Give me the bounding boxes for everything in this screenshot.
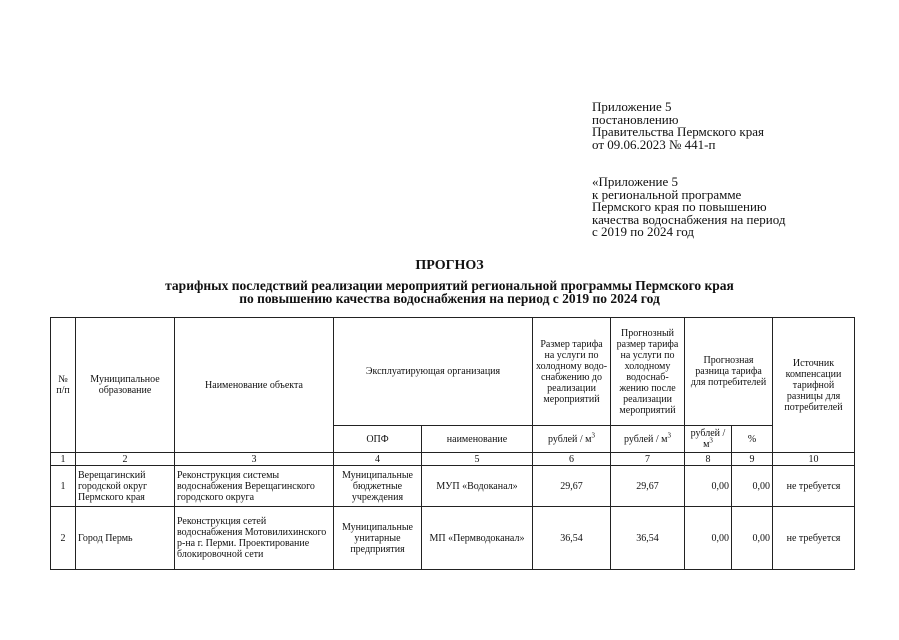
header-operator-name: наименование bbox=[422, 426, 533, 453]
appendix-line: от 09.06.2023 № 441-п bbox=[592, 136, 716, 152]
document-subtitle-line-2: по повышению качества водоснабжения на период с 2019 по 2024 год bbox=[239, 291, 660, 306]
unit-superscript: 3 bbox=[667, 431, 671, 440]
appendix-line: Правительства Пермского края bbox=[592, 124, 764, 139]
row-diff-rub: 0,00 bbox=[685, 507, 732, 570]
row-org: МП «Пермводоканал» bbox=[422, 507, 533, 570]
header-municipality: Муниципальное образование bbox=[76, 318, 175, 453]
appendix-line: качества водоснабжения на период bbox=[592, 211, 786, 227]
column-number: 9 bbox=[732, 453, 773, 466]
appendix-line: Приложение 5 bbox=[592, 99, 672, 114]
row-source: не требуется bbox=[773, 507, 855, 570]
column-number-row bbox=[51, 453, 855, 466]
unit-label: рублей / м bbox=[548, 433, 592, 445]
appendix-line: «Приложение 5 bbox=[592, 174, 679, 189]
table-row bbox=[51, 466, 855, 507]
header-operator: Эксплуатирующая организация bbox=[334, 318, 533, 426]
row-opf: Муниципальные унитарные предприятия bbox=[334, 507, 422, 570]
appendix-line: постановлению bbox=[592, 111, 679, 127]
row-diff-pct: 0,00 bbox=[732, 466, 773, 507]
appendix-line: Пермского края по повышению bbox=[592, 199, 767, 214]
row-opf: Муниципальные бюджетные учреждения bbox=[334, 466, 422, 507]
column-number: 4 bbox=[334, 453, 422, 466]
unit-label: рублей / м bbox=[624, 433, 668, 445]
header-unit-before bbox=[533, 426, 611, 453]
row-num: 2 bbox=[51, 507, 76, 570]
document-title: ПРОГНОЗ bbox=[415, 258, 484, 273]
unit-superscript: 3 bbox=[591, 431, 595, 440]
appendix-line: к региональной программе bbox=[592, 186, 742, 202]
table-row bbox=[51, 507, 855, 570]
row-org: МУП «Водоканал» bbox=[422, 466, 533, 507]
tariff-forecast-table bbox=[50, 317, 855, 570]
header-source: Источник компенсации тарифной разницы для потребителей bbox=[773, 318, 855, 453]
header-unit-diff-pct: % bbox=[732, 426, 773, 453]
column-number: 1 bbox=[51, 453, 76, 466]
row-tariff-forecast: 36,54 bbox=[611, 507, 685, 570]
row-tariff-before: 36,54 bbox=[533, 507, 611, 570]
column-number: 7 bbox=[611, 453, 685, 466]
row-tariff-forecast: 29,67 bbox=[611, 466, 685, 507]
header-operator-opf: ОПФ bbox=[334, 426, 422, 453]
header-tariff-forecast: Прогнозный размер тарифа на услуги по холодному водоснаб-жению после реализации мероприятий bbox=[611, 318, 685, 426]
column-number: 5 bbox=[422, 453, 533, 466]
row-num: 1 bbox=[51, 466, 76, 507]
row-source: не требуется bbox=[773, 466, 855, 507]
unit-superscript: 3 bbox=[709, 436, 713, 445]
header-tariff-before: Размер тарифа на услуги по холодному водо-снабжению до реализации мероприятий bbox=[533, 318, 611, 426]
row-diff-pct: 0,00 bbox=[732, 507, 773, 570]
row-object: Реконструкция системы водоснабжения Верещагинского городского округа bbox=[175, 466, 334, 507]
header-unit-diff-rub bbox=[685, 426, 732, 453]
column-number: 6 bbox=[533, 453, 611, 466]
row-municipality: Город Пермь bbox=[76, 507, 175, 570]
column-number: 8 bbox=[685, 453, 732, 466]
row-municipality: Верещагинский городской округ Пермского края bbox=[76, 466, 175, 507]
appendix-government-resolution bbox=[592, 101, 764, 151]
column-number: 3 bbox=[175, 453, 334, 466]
header-num: № п/п bbox=[51, 318, 76, 453]
appendix-regional-program bbox=[592, 176, 785, 239]
column-number: 2 bbox=[76, 453, 175, 466]
row-tariff-before: 29,67 bbox=[533, 466, 611, 507]
header-unit-forecast bbox=[611, 426, 685, 453]
column-number: 10 bbox=[773, 453, 855, 466]
header-diff: Прогнозная разница тарифа для потребителей bbox=[685, 318, 773, 426]
header-object: Наименование объекта bbox=[175, 318, 334, 453]
unit-label: рублей / м bbox=[690, 428, 726, 450]
appendix-line: с 2019 по 2024 год bbox=[592, 224, 694, 239]
document-subtitle-line-1: тарифных последствий реализации мероприятий региональной программы Пермского края bbox=[165, 278, 734, 293]
row-diff-rub: 0,00 bbox=[685, 466, 732, 507]
row-object: Реконструкция сетей водоснабжения Мотовилихинского р-на г. Перми. Проектирование блокировочной сети bbox=[175, 507, 334, 570]
